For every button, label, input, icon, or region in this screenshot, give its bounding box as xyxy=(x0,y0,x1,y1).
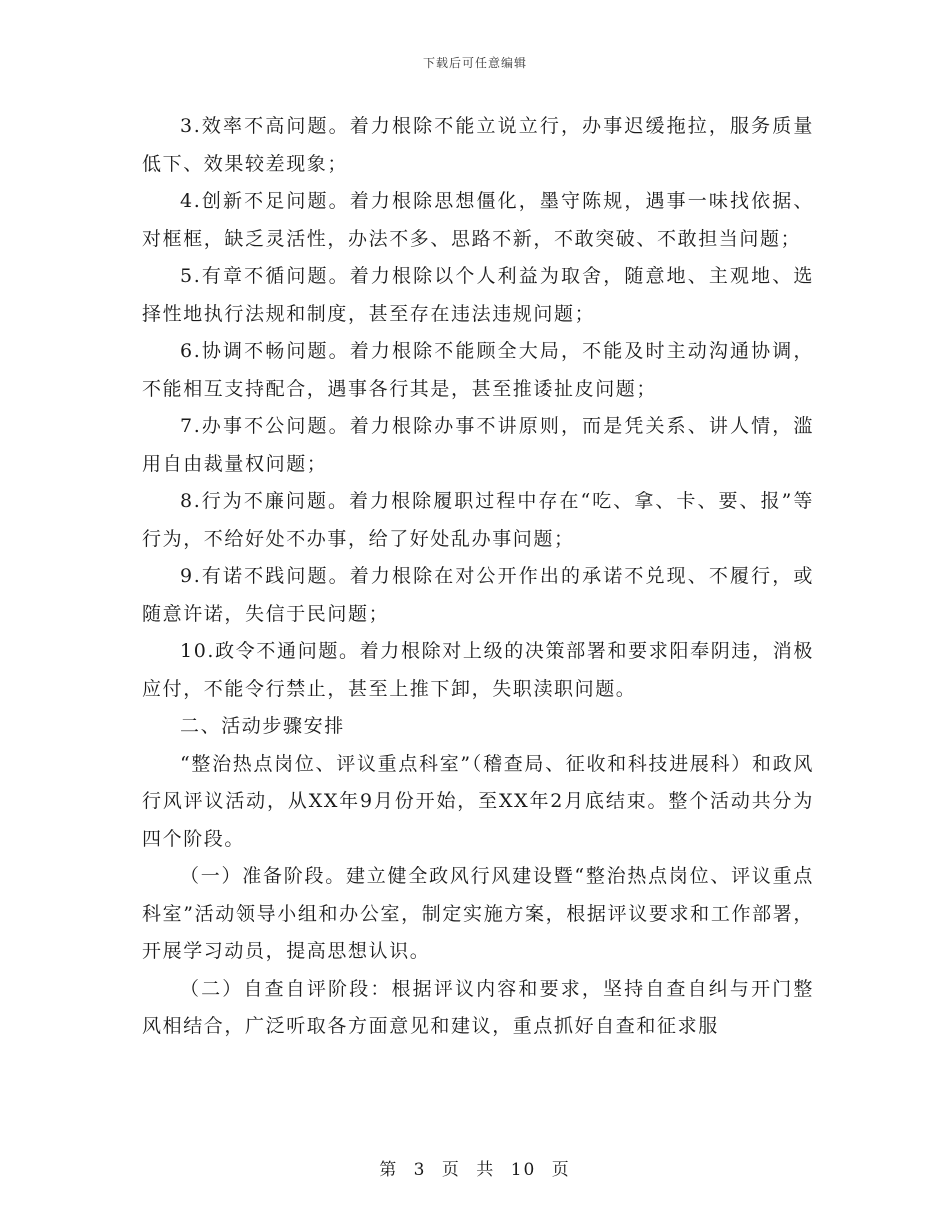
page-footer xyxy=(0,1155,950,1180)
total-pages-number: 10 xyxy=(510,1160,537,1180)
paragraph-item-5: 5.有章不循问题。着力根除以个人利益为取舍，随意地、主观地、选择性地执行法规和制度，甚至存在违法违规问题； xyxy=(142,265,814,325)
page-label-prefix: 第 xyxy=(379,1160,399,1180)
current-page-number: 3 xyxy=(413,1160,427,1180)
paragraph-item-9: 9.有诺不践问题。着力根除在对公开作出的承诺不兑现、不履行，或随意许诺，失信于民问题； xyxy=(142,565,814,625)
document-body xyxy=(142,108,814,1046)
paragraph-item-7: 7.办事不公问题。着力根除办事不讲原则，而是凭关系、讲人情，滥用自由裁量权问题； xyxy=(142,415,814,475)
page-label-suffix: 页 xyxy=(551,1160,571,1180)
paragraph-stage-1: （一）准备阶段。建立健全政风行风建设暨“整治热点岗位、评议重点科室”活动领导小组和办公室，制定实施方案，根据评议要求和工作部署，开展学习动员，提高思想认识。 xyxy=(142,865,814,962)
paragraph-item-4: 4.创新不足问题。着力根除思想僵化，墨守陈规，遇事一味找依据、对框框，缺乏灵活性，办法不多、思路不新，不敢突破、不敢担当问题； xyxy=(142,190,814,250)
paragraph-stage-2: （二）自查自评阶段：根据评议内容和要求，坚持自查自纠与开门整风相结合，广泛听取各方面意见和建议，重点抓好自查和征求服 xyxy=(142,977,814,1037)
paragraph-activity-intro: “整治热点岗位、评议重点科室”（稽查局、征收和科技进展科）和政风行风评议活动，从XX年9月份开始，至XX年2月底结束。整个活动共分为四个阶段。 xyxy=(142,752,814,850)
page-label-mid: 页 xyxy=(441,1160,461,1180)
total-label: 共 xyxy=(476,1160,496,1180)
paragraph-item-6: 6.协调不畅问题。着力根除不能顾全大局，不能及时主动沟通协调，不能相互支持配合，遇事各行其是，甚至推诿扯皮问题； xyxy=(142,340,814,400)
page-header: 下载后可任意编辑 xyxy=(422,56,527,70)
paragraph-item-3: 3.效率不高问题。着力根除不能立说立行，办事迟缓拖拉，服务质量低下、效果较差现象； xyxy=(142,115,814,175)
section-heading: 二、活动步骤安排 xyxy=(180,715,345,737)
paragraph-item-10: 10.政令不通问题。着力根除对上级的决策部署和要求阳奉阴违，消极应付，不能令行禁止，甚至上推下卸，失职渎职问题。 xyxy=(142,640,814,700)
paragraph-item-8: 8.行为不廉问题。着力根除履职过程中存在“吃、拿、卡、要、报”等行为，不给好处不办事，给了好处乱办事问题； xyxy=(142,490,814,550)
